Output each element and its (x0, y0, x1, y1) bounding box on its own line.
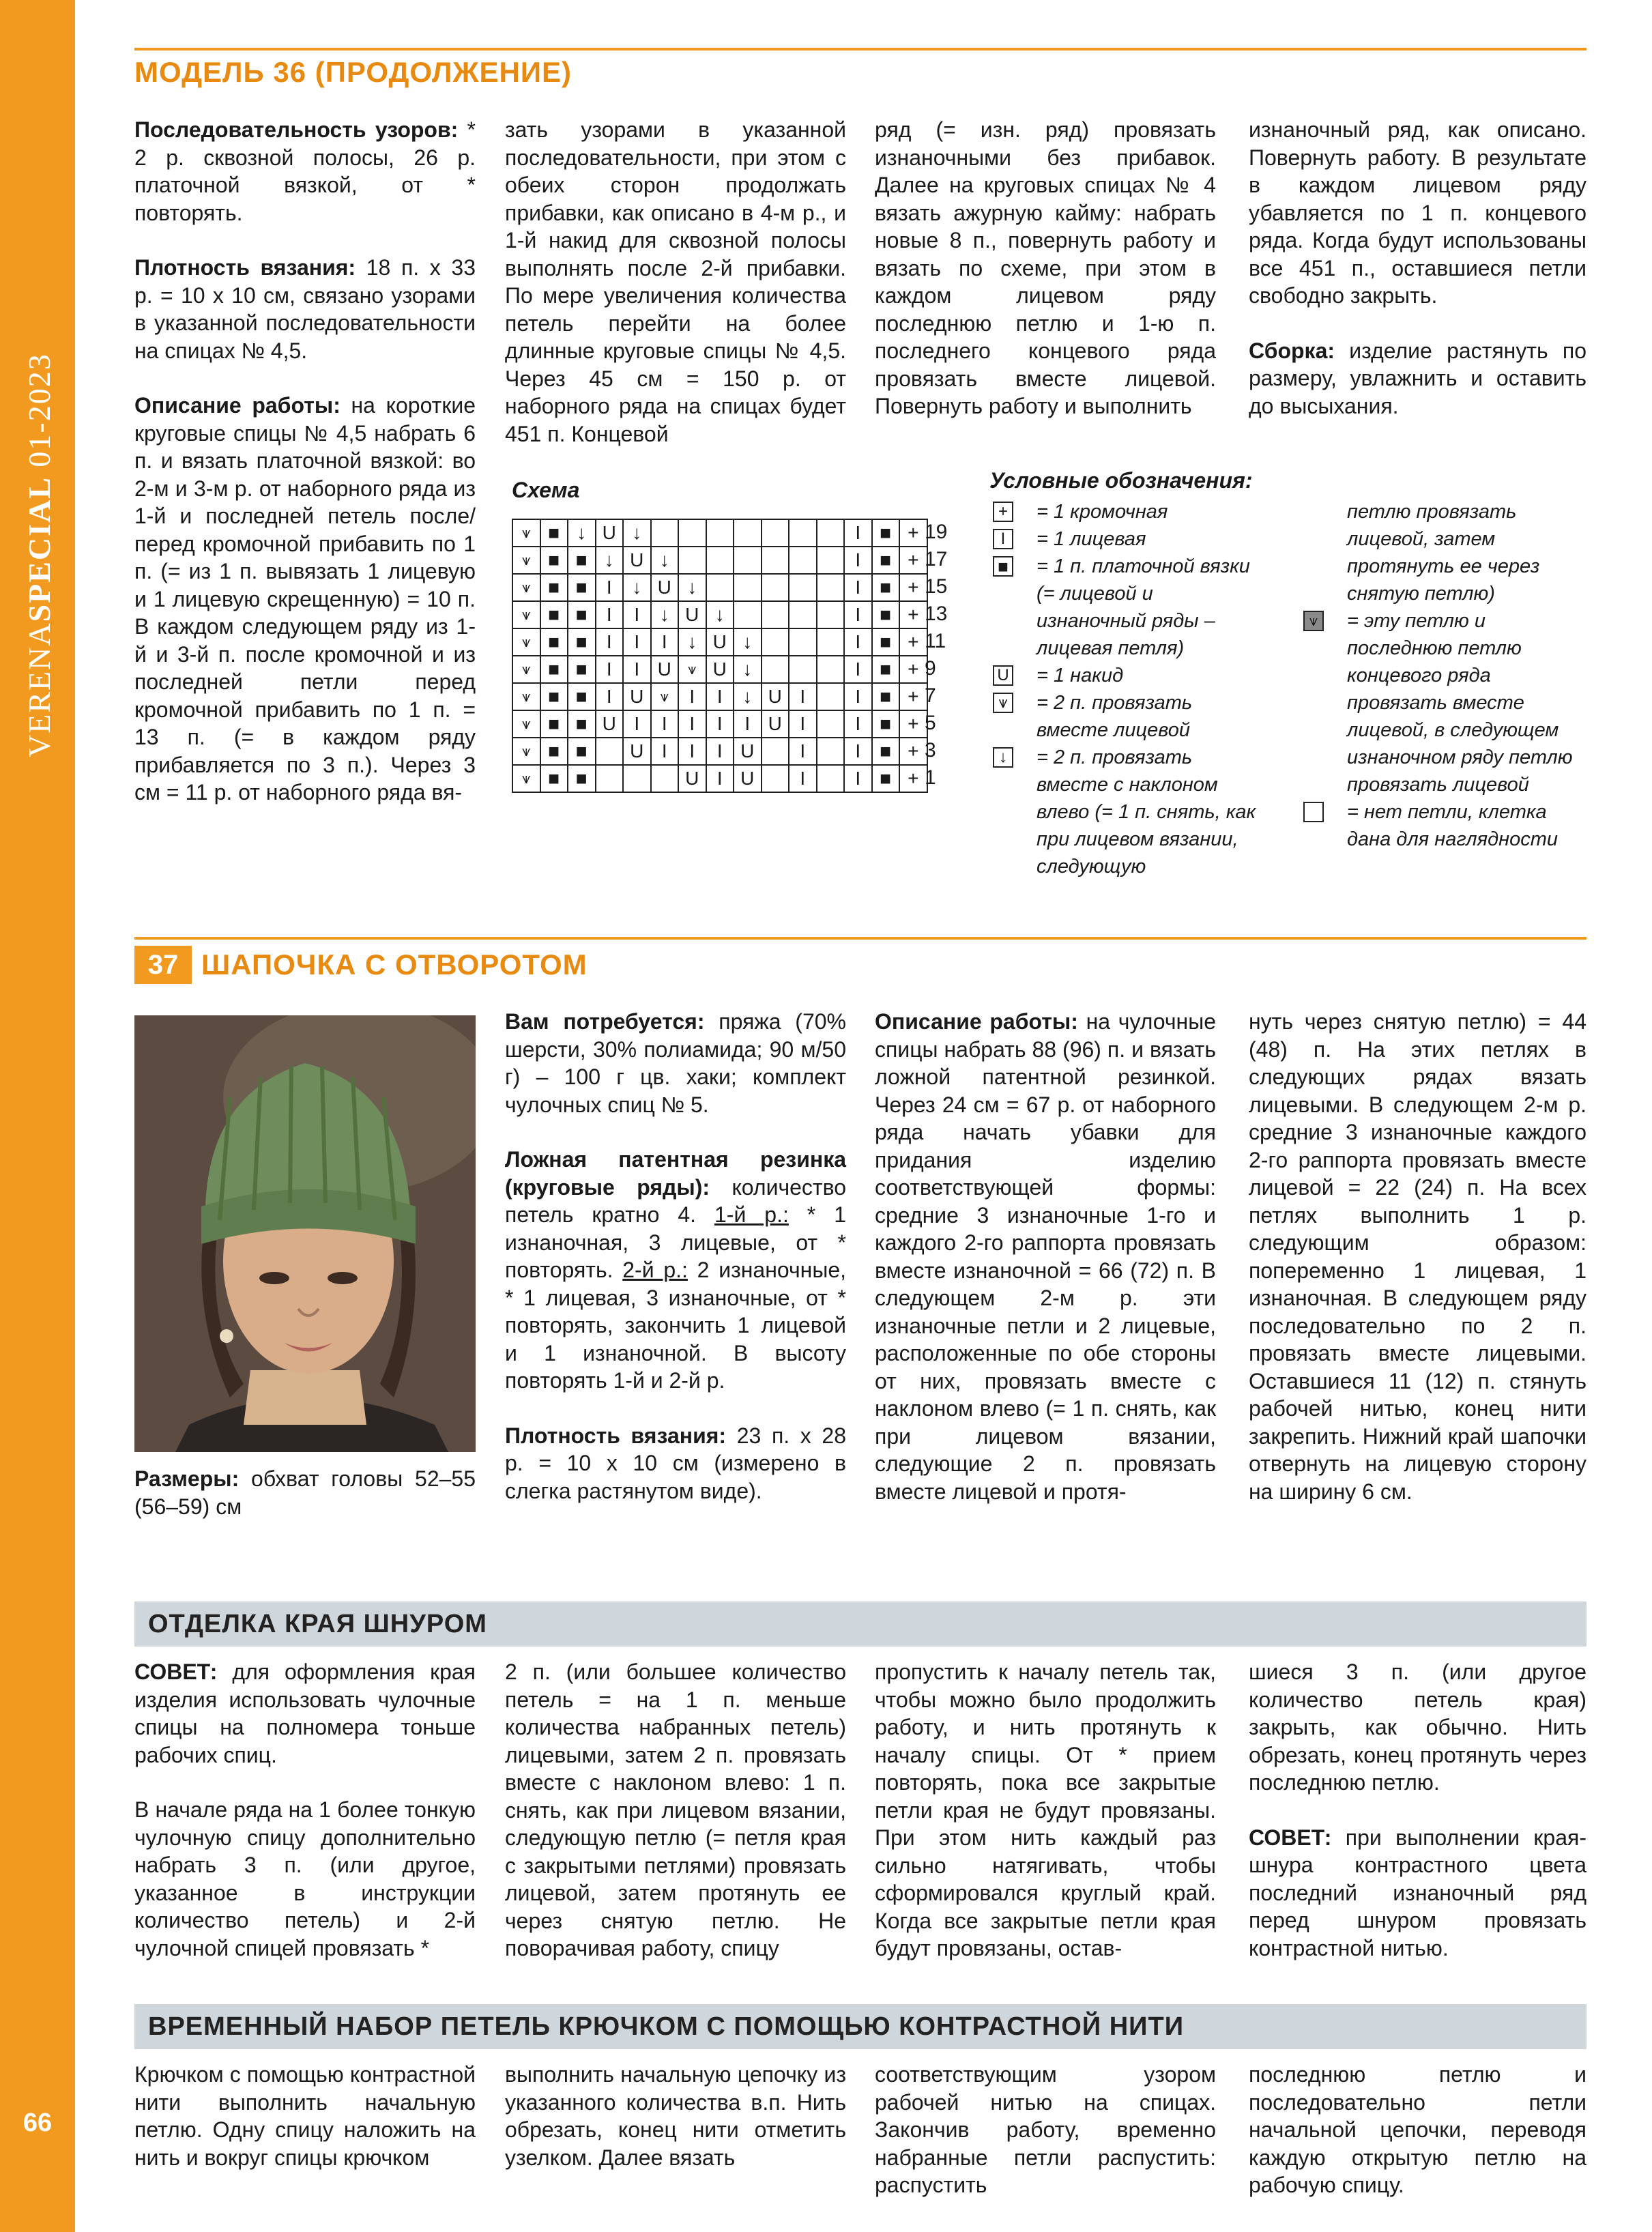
model36-col4: изнаночный ряд, как описано. Повернуть работу. В результате в каждом лицевом ряду убавляется по 1 п. концевого ряда. Когда будут использованы все 451 п., оставшиеся петли свободно закрыть. Сборка: изделие растянуть по размеру, увлажнить и оставить до высыхания. (1249, 117, 1586, 418)
chart-cell: ■ (540, 547, 568, 574)
chart-cell (817, 656, 845, 683)
chart-cell (817, 574, 845, 601)
chart-cell: ↓ (651, 547, 679, 574)
chart-cell: ■ (872, 628, 900, 656)
chart-row-number: 11 (925, 630, 946, 652)
chart-cell: U (678, 601, 706, 628)
chart-cell: I (789, 765, 817, 792)
chart-cell: I (678, 710, 706, 738)
schema-title: Схема (512, 478, 580, 502)
chart-cell (734, 574, 762, 601)
chart-cell: I (844, 710, 872, 738)
chart-cell: I (596, 628, 624, 656)
cord-col1: СОВЕТ: для оформления края изделия использовать чулочные спицы на полномера тоньше рабочих спиц. В начале ряда на 1 более тонкую чулочную спицу дополнительно набрать 3 п. (или другое, указанное в инструкции количество петель) и 2-й чулочной спицей провязать * (134, 1659, 476, 1960)
chart-cell: ■ (872, 574, 900, 601)
chart-row (512, 765, 927, 792)
chart-cell: U (623, 547, 651, 574)
chart-cell: ■ (568, 738, 596, 765)
legend-item (1303, 607, 1590, 798)
chart-cell: ⩛ (512, 765, 540, 792)
chart-cell: U (706, 628, 734, 656)
chart-cell: ⩛ (512, 683, 540, 710)
chart-cell: I (706, 738, 734, 765)
chart-cell: ■ (872, 601, 900, 628)
legend-text: = нет петли, клетка дана для наглядности (1347, 801, 1559, 850)
cord-col4: шиеся 3 п. (или другое количество петель края) закрыть, как обычно. Нить обрезать, конец протянуть через последнюю петлю. СОВЕТ: при выполнении края-шнура контрастного цвета последний изнаночный ряд перед шнуром провязать контрастной нитью. (1249, 1659, 1586, 1960)
chart-cell: I (734, 710, 762, 738)
legend-col1 (993, 498, 1266, 880)
model36-col2: зать узорами в указанной последовательности, при этом с обеих сторон продолжать прибавки, как описано в 4-м р., и 1-й накид для сквозной полосы выполнять после 2-й прибавки. По мере увеличения количества петель перейти на более длинные круговые спицы № 4,5. Через 45 см = 150 р. от наборного ряда на спицах будет 451 п. Концевой (505, 117, 846, 446)
chart-cell: I (844, 765, 872, 792)
chart-cell (734, 547, 762, 574)
model37-col2: Вам потребуется: пряжа (70% шерсти, 30% полиамида; 90 м/50 г) – 100 г цв. хаки; комплект чулочных спиц № 5. Ложная патентная резинка (круговые ряды): количество петель кратно 4. 1-й р.: * 1 изнаночная, 3 лицевые, от * повторять. 2-й р.: 2 изнаночные, * 1 лицевая, 3 изнаночные, от * повторять, закончить 1 лицевой и 1 изнаночной. В высоту повторять 1-й и 2-й р. Плотность вязания: 23 п. х 28 р. = 10 х 10 см (измерено в слегка растянутом виде). (505, 1009, 847, 1503)
legend-continued: петлю провязать лицевой, затем протянуть ее через снятую петлю) (1347, 501, 1540, 605)
legend-symbol: ■ (993, 556, 1013, 577)
chart-cell: ↓ (651, 601, 679, 628)
chart-cell (762, 601, 789, 628)
legend-col2 (1303, 498, 1590, 853)
legend-symbol: U (993, 665, 1013, 686)
chart-cell: ■ (872, 547, 900, 574)
chart-cell: I (651, 710, 679, 738)
legend-text: = 2 п. провязать вместе лицевой (1037, 692, 1193, 741)
chart-cell: I (596, 656, 624, 683)
chart-cell: I (623, 601, 651, 628)
chart-cell: ↓ (734, 683, 762, 710)
chart-cell: ■ (568, 656, 596, 683)
chart-cell: U (596, 710, 624, 738)
chart-cell: ↓ (734, 628, 762, 656)
chart-cell: I (596, 601, 624, 628)
chart-cell: U (762, 710, 789, 738)
chart-cell (762, 574, 789, 601)
cord-heading-bar (134, 1601, 1586, 1647)
chart-row-number: 17 (925, 548, 948, 570)
legend-text: = 1 накид (1037, 665, 1124, 686)
chart-cell: ■ (540, 765, 568, 792)
chart-cell: ■ (540, 574, 568, 601)
chart-cell: U (734, 738, 762, 765)
model37-sizes: Размеры: обхват головы 52–55 (56–59) см (134, 1466, 476, 1519)
legend-text: = 1 лицевая (1037, 528, 1146, 550)
chart-cell: U (596, 519, 624, 547)
model37-col4: нуть через снятую петлю) = 44 (48) п. На этих петлях в следующих рядах вязать лицевыми. В следующем 2-м р. средние 3 изнаночные каждого 2-го раппорта провязать вместе лицевой = 22 (24) п. На всех петлях выполнить 1 р. следующим образом: попеременно 1 лицевая, 1 изнаночная. В следующем ряду последовательно по 2 п. провязать вместе лицевыми. Оставшиеся 11 (12) п. стянуть рабочей нитью, конец нити закрепить. Нижний край шапочки отвернуть на лицевую сторону на ширину 6 см. (1249, 1009, 1586, 1504)
chart-cell: U (651, 656, 679, 683)
chart-row (512, 519, 927, 547)
provisional-heading-bar (134, 2004, 1586, 2049)
chart-row (512, 574, 927, 601)
legend-text: = 2 п. провязать вместе с наклоном влево (= 1 п. снять, как при лицевом вязании, следующую (1037, 747, 1256, 878)
chart-cell (817, 547, 845, 574)
chart-row-numbers (925, 519, 947, 792)
chart-cell (734, 519, 762, 547)
chart-cell (789, 628, 817, 656)
chart-cell: + (899, 738, 927, 765)
chart-cell: ■ (540, 656, 568, 683)
chart-cell (817, 710, 845, 738)
chart-cell (762, 547, 789, 574)
chart-cell: ⩛ (651, 683, 679, 710)
chart-cell: ■ (568, 765, 596, 792)
chart-cell: I (844, 601, 872, 628)
chart-cell (734, 601, 762, 628)
provisional-col1: Крючком с помощью контрастной нити выполнить начальную петлю. Одну спицу наложить на нить и вокруг спицы крючком (134, 2062, 476, 2170)
chart-cell: ■ (540, 738, 568, 765)
chart-cell: ⩛ (512, 574, 540, 601)
chart-cell: + (899, 628, 927, 656)
chart-cell: U (706, 656, 734, 683)
chart-cell: I (623, 656, 651, 683)
chart-cell: + (899, 656, 927, 683)
chart-cell: U (623, 738, 651, 765)
chart-cell: ⩛ (512, 656, 540, 683)
chart-cell (789, 601, 817, 628)
chart-cell: ⩛ (512, 738, 540, 765)
chart-cell: + (899, 683, 927, 710)
provisional-col2: выполнить начальную цепочку из указанного количества в.п. Нить обрезать, конец нити отметить узелком. Далее вязать (505, 2062, 846, 2170)
chart-cell: U (734, 765, 762, 792)
legend-item (993, 689, 1266, 744)
chart-cell: U (651, 574, 679, 601)
chart-cell: I (844, 519, 872, 547)
chart-cell: I (706, 765, 734, 792)
chart-cell: ⩛ (512, 601, 540, 628)
model37-number: 37 (134, 946, 192, 984)
legend-symbol: ⩛ (993, 693, 1013, 713)
chart-cell: ⩛ (512, 547, 540, 574)
chart-cell (817, 628, 845, 656)
chart-cell: + (899, 547, 927, 574)
section-rule (134, 937, 1586, 940)
chart-cell (762, 628, 789, 656)
chart-cell: ⩛ (678, 656, 706, 683)
chart-cell: ↓ (706, 601, 734, 628)
chart-cell: ⩛ (512, 710, 540, 738)
legend-symbol: + (993, 502, 1013, 522)
chart-cell (596, 765, 624, 792)
chart-row (512, 710, 927, 738)
chart-cell (789, 574, 817, 601)
chart-cell (817, 601, 845, 628)
legend-item (993, 744, 1266, 880)
chart-cell (817, 683, 845, 710)
chart-cell (762, 765, 789, 792)
chart-cell (817, 738, 845, 765)
chart-cell: ■ (872, 710, 900, 738)
legend-text: = 1 п. платочной вязки (= лицевой и изнаночный ряды – лицевая петля) (1037, 555, 1250, 659)
chart-row-number: 3 (925, 739, 936, 762)
chart-cell (596, 738, 624, 765)
legend-item (993, 553, 1266, 662)
chart-cell (762, 656, 789, 683)
chart-row (512, 601, 927, 628)
chart-row-number: 19 (925, 521, 948, 543)
chart-cell (789, 519, 817, 547)
chart-cell: I (844, 547, 872, 574)
provisional-col4: последнюю петлю и последовательно петли начальной цепочки, переводя каждую открытую петлю на рабочую спицу. (1249, 2062, 1586, 2197)
legend-item (1303, 798, 1590, 853)
chart-cell (651, 519, 679, 547)
chart-cell (706, 547, 734, 574)
chart-cell: ■ (568, 547, 596, 574)
chart-row (512, 547, 927, 574)
chart-cell: I (678, 683, 706, 710)
cord-col2: 2 п. (или большее количество петель = на 1 п. меньше количества набранных петель) лицевыми, затем 2 п. провязать вместе с наклоном влево: 1 п. снять, как при лицевом вязании, следующую петлю (= петля края с закрытыми петлями) провязать лицевой, затем протянуть ее через снятую петлю. Не поворачивая работу, спицу (505, 1659, 846, 1960)
chart-row-number: 1 (925, 766, 936, 789)
chart-cell: ■ (568, 601, 596, 628)
chart-cell: ■ (872, 683, 900, 710)
chart-cell: ■ (540, 683, 568, 710)
chart-cell (817, 765, 845, 792)
legend-text: = 1 кромочная (1037, 501, 1168, 523)
chart-cell: ■ (540, 519, 568, 547)
chart-cell: I (844, 738, 872, 765)
chart-cell: ■ (872, 656, 900, 683)
chart-cell: ■ (872, 519, 900, 547)
model36-col3: ряд (= изн. ряд) провязать изнаночными без прибавок. Далее на круговых спицах № 4 вязать ажурную кайму: набрать новые 8 п., повернуть работу и вязать по схеме, при этом в каждом лицевом ряду последнюю петлю и 1-ю п. последнего концевого ряда провязать вместе лицевой. Повернуть работу и выполнить (875, 117, 1216, 418)
chart-row (512, 628, 927, 656)
chart-cell: I (651, 738, 679, 765)
chart-cell: ↓ (734, 656, 762, 683)
chart-cell: + (899, 519, 927, 547)
legend-title: Условные обозначения: (989, 468, 1253, 493)
chart-cell: ↓ (623, 519, 651, 547)
chart-cell: + (899, 574, 927, 601)
chart-cell: I (623, 628, 651, 656)
chart-row-number: 5 (925, 712, 936, 734)
page-number: 66 (23, 2108, 53, 2137)
chart-cell: ↓ (623, 574, 651, 601)
legend-item (993, 525, 1266, 553)
chart-cell (706, 519, 734, 547)
chart-cell (762, 519, 789, 547)
chart-row (512, 683, 927, 710)
chart-cell: ■ (872, 738, 900, 765)
legend-item (993, 498, 1266, 525)
chart-cell (651, 765, 679, 792)
chart-cell: ■ (568, 628, 596, 656)
provisional-heading: ВРЕМЕННЫЙ НАБОР ПЕТЕЛЬ КРЮЧКОМ С ПОМОЩЬЮ КОНТРАСТНОЙ НИТИ (148, 2012, 1185, 2041)
section-rule (134, 48, 1586, 50)
chart-cell (789, 656, 817, 683)
chart-cell: I (596, 683, 624, 710)
chart-cell (789, 547, 817, 574)
legend-text: = эту петлю и последнюю петлю концевого ряда провязать вместе лицевой, в следующем изнаночном ряду петлю провязать лицевой (1347, 610, 1573, 796)
chart-cell: ⩛ (512, 519, 540, 547)
chart-cell: I (844, 574, 872, 601)
chart-row (512, 738, 927, 765)
chart-cell: ⩛ (512, 628, 540, 656)
chart-cell: ■ (540, 710, 568, 738)
legend-symbol (1303, 802, 1324, 822)
model36-heading: МОДЕЛЬ 36 (ПРОДОЛЖЕНИЕ) (134, 56, 573, 88)
chart-cell: ↓ (678, 628, 706, 656)
chart-row (512, 656, 927, 683)
chart-cell: + (899, 710, 927, 738)
cord-col3: пропустить к началу петель так, чтобы можно было продолжить работу, и нить протянуть к началу спицы. От * прием повторять, пока все закрытые петли края не будут провязаны. При этом нить каждый раз сильно натягивать, чтобы сформировался круглый край. Когда все закрытые петли края будут провязаны, остав- (875, 1659, 1216, 1960)
model36-col1: Последовательность узоров: * 2 р. сквозной полосы, 26 р. платочной вязкой, от * повторять. Плотность вязания: 18 п. х 33 р. = 10 х 10 см, связано узорами в указанной последовательности на спицах № 4,5. Описание работы: на короткие круговые спицы № 4,5 набрать 6 п. и вязать платочной вязкой: во 2-м и 3-м р. от наборного ряда из 1-й и последней петель после/перед кромочной прибавить по 1 п. (= из 1 п. вывязать 1 лицевую и 1 лицевую скрещенную) = 10 п. В каждом следующем ряду из 1-й и 3-й п. после кромочной и из последней петли перед кромочной прибавить по 1 п. = 13 п. (= в каждом ряду прибавляется по 3 п.). Через 3 см = 11 р. от наборного ряда вя- (134, 117, 476, 805)
chart-cell: ↓ (596, 547, 624, 574)
magazine-title: VERENASPECIAL 01-2023 (22, 353, 57, 757)
chart-cell (706, 574, 734, 601)
legend-symbol: ↓ (993, 747, 1013, 768)
chart-cell: I (844, 656, 872, 683)
chart-cell: ■ (568, 710, 596, 738)
chart-cell: I (789, 683, 817, 710)
chart-row-number: 9 (925, 657, 936, 680)
chart-cell (678, 547, 706, 574)
chart-cell: ↓ (568, 519, 596, 547)
legend-symbol: ⩛ (1303, 611, 1324, 631)
legend-symbol: I (993, 529, 1013, 549)
chart-cell: I (789, 710, 817, 738)
chart-cell: I (789, 738, 817, 765)
chart-cell: U (762, 683, 789, 710)
legend-item (993, 662, 1266, 689)
chart-cell: I (678, 738, 706, 765)
chart-cell (817, 519, 845, 547)
chart-cell (678, 519, 706, 547)
chart-cell: + (899, 765, 927, 792)
chart-cell: I (844, 628, 872, 656)
chart-row-number: 13 (925, 603, 948, 625)
chart-cell: I (844, 683, 872, 710)
chart-cell: ■ (540, 628, 568, 656)
chart-cell (762, 738, 789, 765)
provisional-col3: соответствующим узором рабочей нитью на спицах. Закончив работу, временно набранные петли распустить: распустить (875, 2062, 1216, 2197)
cord-heading: ОТДЕЛКА КРАЯ ШНУРОМ (148, 1610, 487, 1638)
chart-cell: I (651, 628, 679, 656)
chart-cell: U (623, 683, 651, 710)
chart-cell: I (596, 574, 624, 601)
chart-cell: + (899, 601, 927, 628)
chart-cell: I (706, 710, 734, 738)
model37-col3: Описание работы: на чулочные спицы набрать 88 (96) п. и вязать ложной патентной резинкой. Через 24 см = 67 р. от наборного ряда начать убавки для придания изделию соответствующей формы: средние 3 изнаночные 1-го и каждого 2-го раппорта провязать вместе изнаночной = 66 (72) п. В следующем 2-м р. эти изнаночные петли и 2 лицевые, расположенные по обе стороны от них, провязать вместе с наклоном влево (= 1 п. снять, как при лицевом вязании, следующие 2 п. провязать вместе лицевой и протя- (875, 1009, 1216, 1504)
chart-cell: ↓ (678, 574, 706, 601)
chart-row-number: 7 (925, 684, 936, 707)
chart-cell: ■ (872, 765, 900, 792)
knitting-chart (512, 519, 928, 793)
chart-cell: U (678, 765, 706, 792)
model-photo-hat (134, 1015, 476, 1452)
chart-cell: ■ (568, 574, 596, 601)
chart-cell (623, 765, 651, 792)
chart-cell: I (623, 710, 651, 738)
model37-heading: ШАПОЧКА С ОТВОРОТОМ (201, 948, 588, 981)
chart-row-number: 15 (925, 575, 948, 598)
chart-cell: ■ (540, 601, 568, 628)
chart-cell: ■ (568, 683, 596, 710)
chart-cell: I (706, 683, 734, 710)
